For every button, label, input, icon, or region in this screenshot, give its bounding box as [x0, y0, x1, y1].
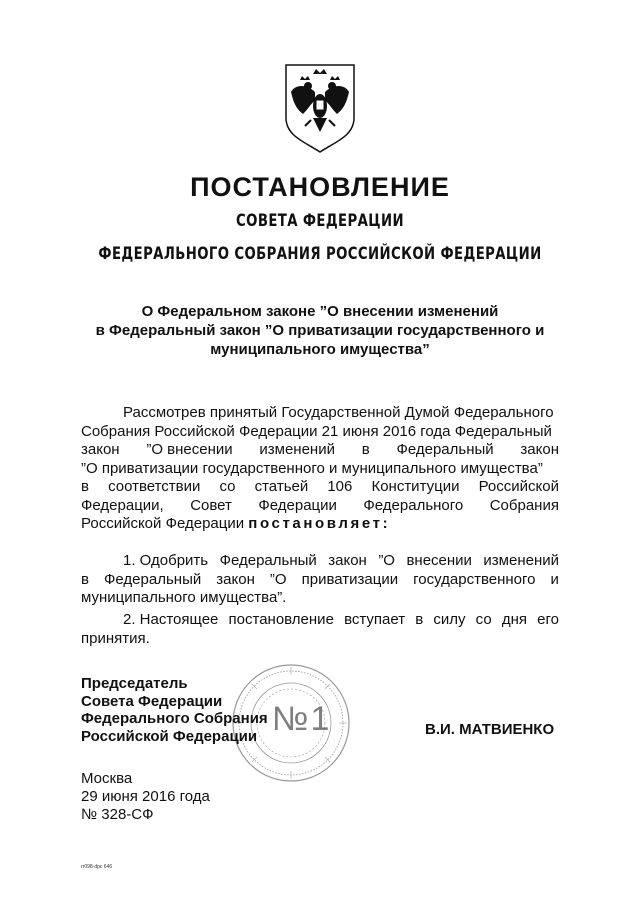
item-line: принятия. [81, 629, 150, 647]
word: со [475, 611, 492, 628]
resolves-keyword: постановляет: [248, 515, 391, 532]
preamble-paragraph [81, 404, 559, 534]
issuer-line-2: ФЕДЕРАЛЬНОГО СОБРАНИЯ РОССИЙСКОЙ ФЕДЕРАЦИИ [98, 244, 542, 264]
word: Федеральный [396, 441, 494, 458]
preamble-line [81, 515, 559, 534]
word: изменений [483, 552, 559, 569]
word: его [537, 611, 559, 628]
coat-of-arms-icon [283, 62, 357, 154]
word: Федерального [363, 496, 464, 514]
word: закон [81, 441, 120, 458]
footer-code: rr098-dpc 646 [81, 864, 113, 870]
word: внесении [406, 552, 472, 569]
document-subject [60, 302, 580, 359]
word: Собрания [489, 496, 559, 514]
word: 1. Одобрить [123, 552, 209, 569]
preamble-line [81, 497, 559, 516]
word: ”О [269, 570, 287, 588]
word: Федерации [258, 496, 337, 514]
word: государственного [413, 570, 536, 588]
stamp-number: №1 [272, 700, 332, 738]
word: закон [216, 570, 255, 588]
word: 2. Настоящее [123, 611, 219, 628]
signer-title-line: Российской Федерации [81, 727, 258, 745]
word: и [550, 570, 559, 588]
word: со [219, 478, 236, 495]
item-line [81, 571, 559, 590]
word: закон [328, 552, 367, 569]
word: Федерации, [81, 496, 164, 514]
preamble-line: Рассмотрев принятый Государственной Думой Федерального [123, 404, 554, 421]
preamble-line [81, 441, 559, 460]
preamble-text: Российской Федерации [81, 515, 245, 532]
issuer-line-1: СОВЕТА ФЕДЕРАЦИИ [236, 211, 404, 231]
city: Москва [81, 770, 133, 787]
word: соответствии [108, 478, 201, 495]
preamble-line [81, 478, 559, 497]
date: 29 июня 2016 года [81, 788, 210, 805]
word: Конституции [371, 478, 460, 495]
item-line [81, 611, 559, 630]
word: в [361, 441, 370, 458]
word: вступает [344, 611, 406, 628]
signer-name: В.И. МАТВИЕНКО [425, 721, 555, 738]
subject-line: О Федеральном законе ”О внесении изменений [141, 303, 499, 320]
word: Российской [478, 478, 559, 495]
signer-title [81, 675, 268, 745]
subject-line: в Федеральный закон ”О приватизации государственного и [95, 322, 545, 339]
preamble-line: ”О приватизации государственного и муниципального имущества” [81, 459, 543, 477]
signer-title-line: Председатель [81, 675, 188, 692]
word: в [81, 478, 89, 495]
word: ”О [378, 552, 395, 569]
signer-title-line: Совета Федерации [81, 692, 223, 710]
word: Федеральный [219, 552, 317, 569]
word: приватизации [301, 570, 399, 588]
signer-title-line: Федерального Собрания [81, 710, 268, 727]
word: Федеральный [104, 570, 202, 588]
word: дня [501, 611, 528, 628]
word: изменений [259, 441, 335, 458]
word: в [415, 611, 424, 628]
preamble-line: Собрания Российской Федерации 21 июня 2016 года Федеральный [81, 422, 552, 440]
resolution-item-1 [81, 552, 559, 608]
item-line: муниципального имущества”. [81, 589, 287, 606]
word: закон [520, 441, 559, 458]
subject-line: муниципального имущества” [210, 341, 430, 358]
document-number: № 328-СФ [81, 806, 154, 823]
word: ”О внесении [146, 441, 233, 458]
word: в [81, 570, 89, 588]
resolution-item-2 [81, 611, 559, 648]
word: статьей [254, 478, 309, 495]
word: 106 [327, 478, 353, 495]
word: постановление [228, 611, 334, 628]
word: силу [433, 611, 466, 628]
item-line [81, 552, 559, 571]
document-type-title: ПОСТАНОВЛЕНИЕ [190, 172, 450, 202]
word: Совет [190, 496, 232, 514]
place-date-block [81, 770, 210, 824]
